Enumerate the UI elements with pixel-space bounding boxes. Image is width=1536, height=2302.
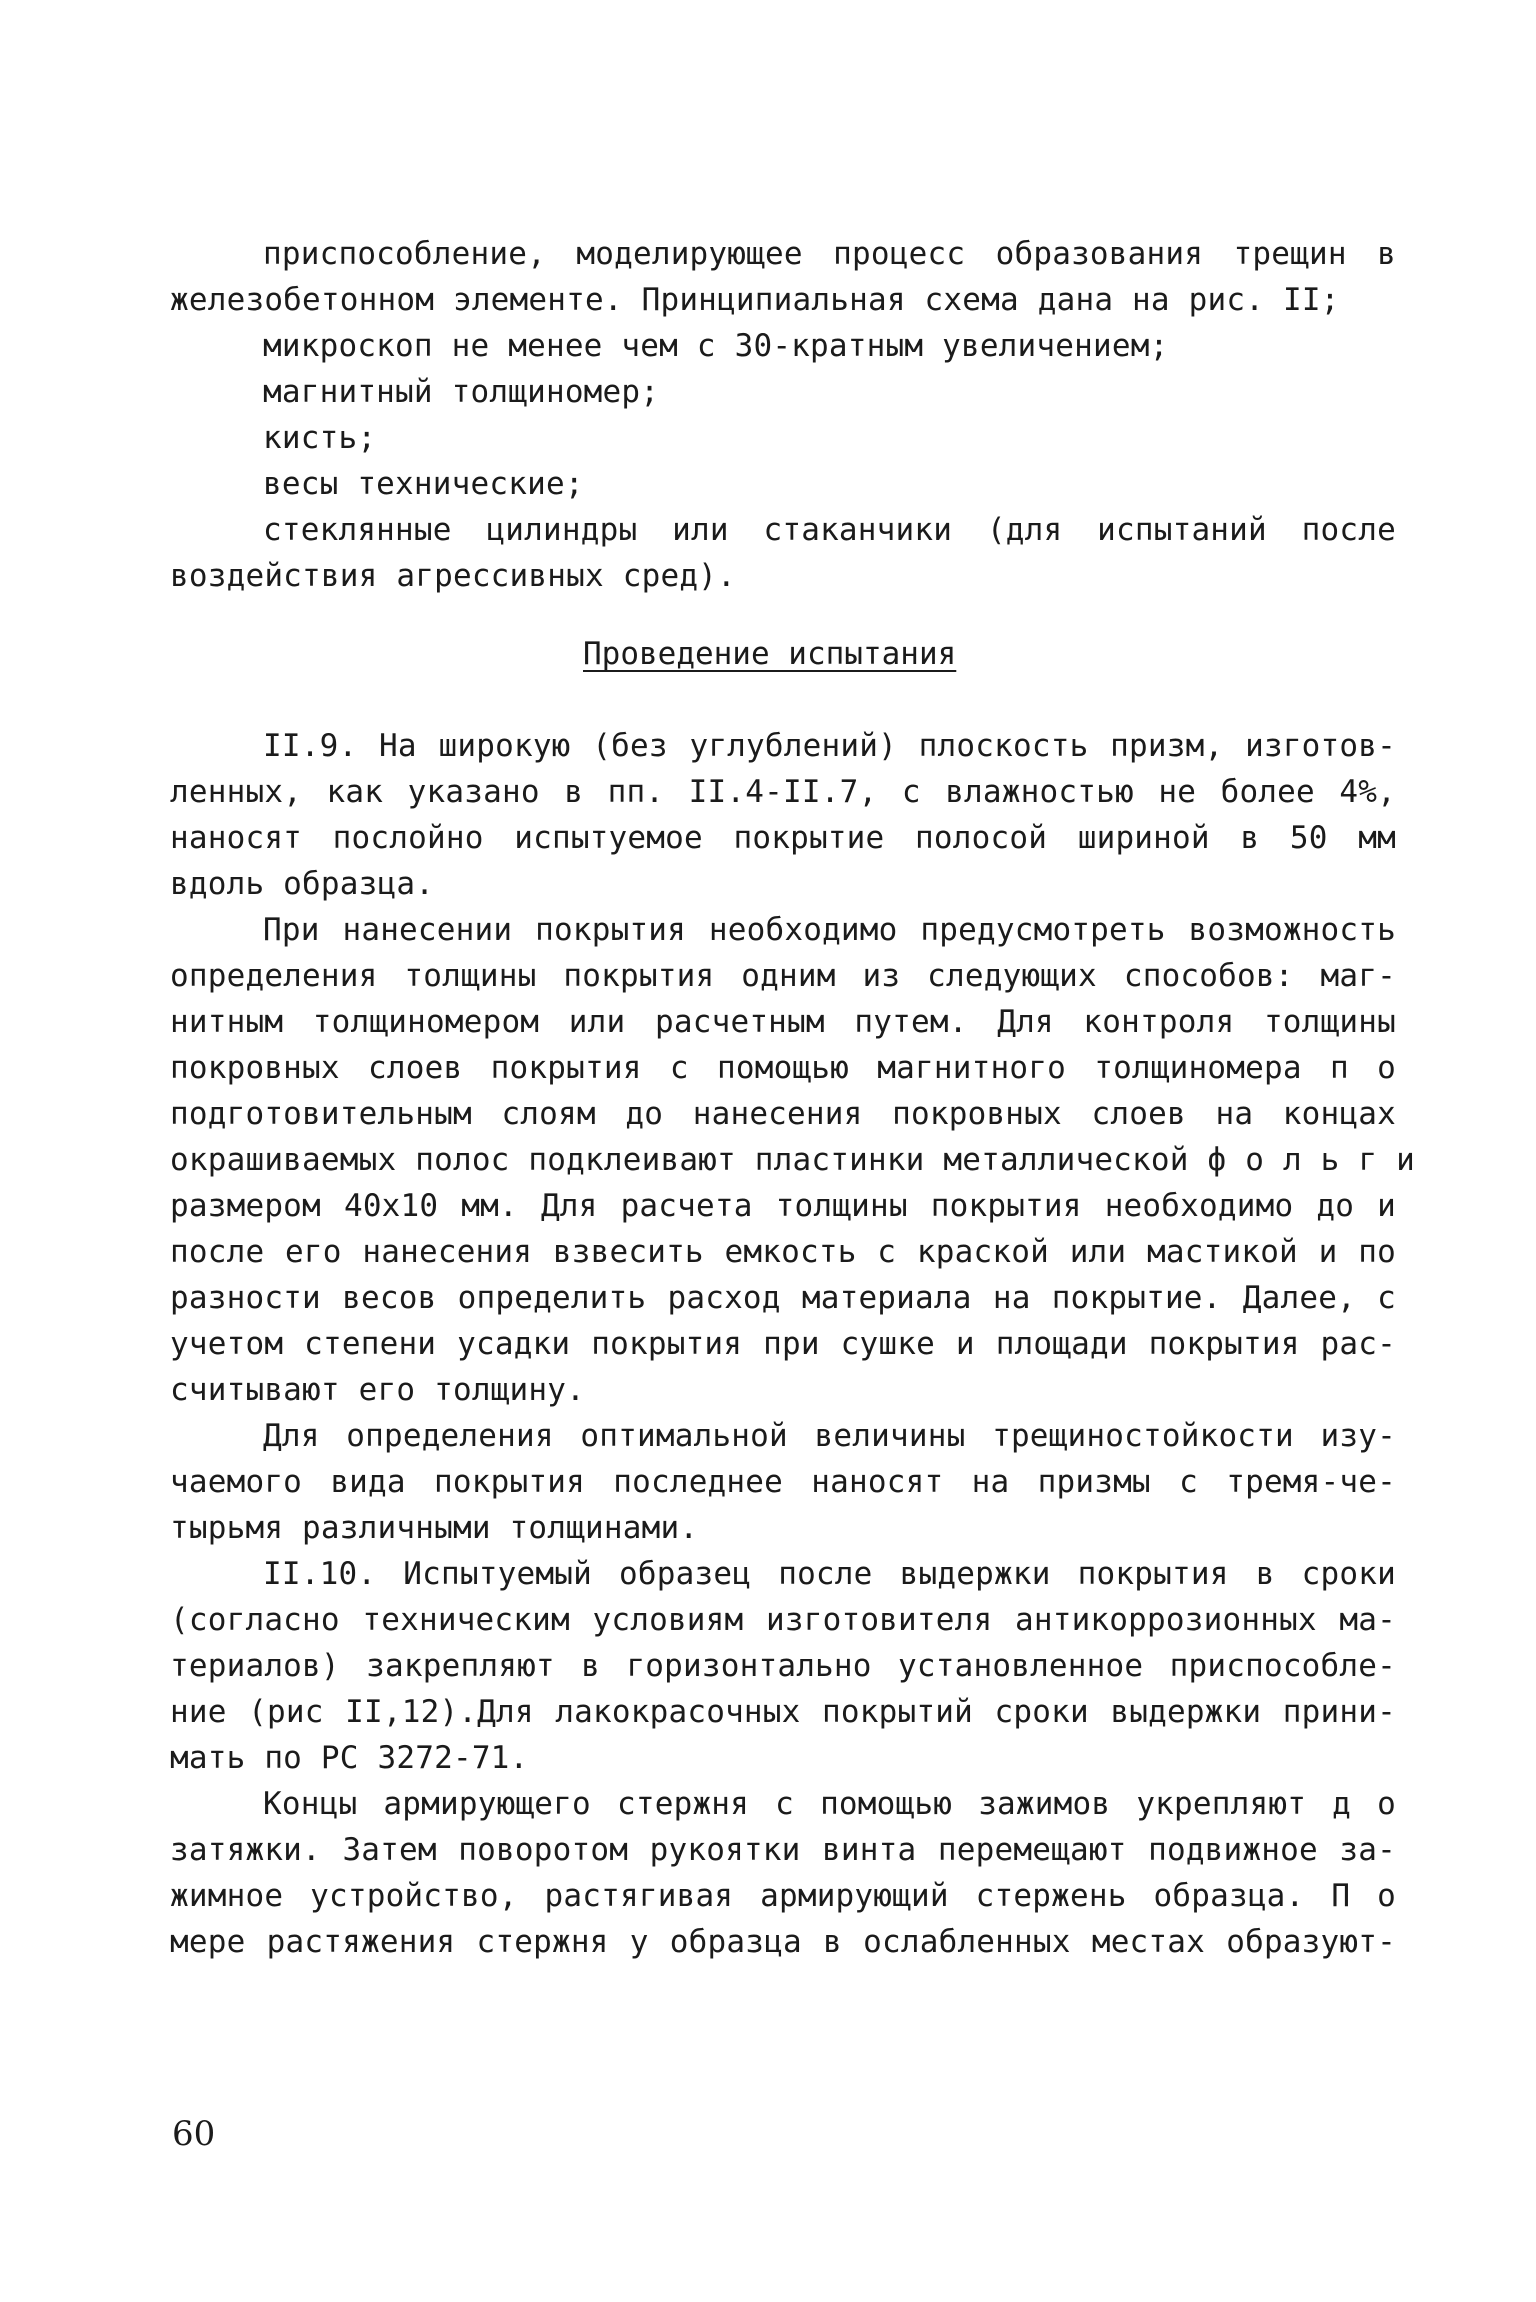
text-line: чаемого вида покрытия последнее наносят на призмы с тремя-че- <box>170 1464 1396 1500</box>
text-line: наносят послойно испытуемое покрытие полосой шириной в 50 мм <box>170 820 1396 856</box>
text-line: затяжки. Затем поворотом рукоятки винта перемещают подвижное за- <box>170 1832 1396 1868</box>
text-line: учетом степени усадки покрытия при сушке и площади покрытия рас- <box>170 1326 1396 1362</box>
text-line: тырьмя различными толщинами. <box>170 1510 699 1546</box>
text-line: железобетонном элементе. Принципиальная схема дана на рис. II; <box>170 282 1340 318</box>
text-line: Концы армирующего стержня с помощью зажимов укрепляют д о <box>263 1786 1396 1822</box>
text-line: При нанесении покрытия необходимо предусмотреть возможность <box>263 912 1396 948</box>
text-line: воздействия агрессивных сред). <box>170 558 736 594</box>
text-line: определения толщины покрытия одним из следующих способов: маг- <box>170 958 1396 994</box>
text-line: ленных, как указано в пп. II.4-II.7, с влажностью не более 4%, <box>170 774 1396 810</box>
list-item: магнитный толщиномер; <box>263 374 660 410</box>
text-line: мере растяжения стержня у образца в ослабленных местах образуют- <box>170 1924 1396 1960</box>
text-line: размером 40х10 мм. Для расчета толщины покрытия необходимо до и <box>170 1188 1396 1224</box>
list-item: стеклянные цилиндры или стаканчики (для испытаний после <box>263 512 1396 548</box>
text-line: II.10. Испытуемый образец после выдержки покрытия в сроки <box>263 1556 1396 1592</box>
text-line: разности весов определить расход материала на покрытие. Далее, с <box>170 1280 1396 1316</box>
text-line: териалов) закрепляют в горизонтально установленное приспособле- <box>170 1648 1396 1684</box>
text-line: нитным толщиномером или расчетным путем. Для контроля толщины <box>170 1004 1396 1040</box>
text-line: окрашиваемых полос подклеивают пластинки металлической ф о л ь г и <box>170 1142 1415 1178</box>
list-item: микроскоп не менее чем с 30-кратным увеличением; <box>263 328 1169 364</box>
text-line: считывают его толщину. <box>170 1372 585 1408</box>
section-heading: Проведение испытания <box>583 636 957 672</box>
text-line: приспособление, моделирующее процесс образования трещин в <box>263 236 1396 272</box>
text-line: мать по РС 3272-71. <box>170 1740 529 1776</box>
text-line: после его нанесения взвесить емкость с краской или мастикой и по <box>170 1234 1396 1270</box>
text-line: покровных слоев покрытия с помощью магнитного толщиномера п о <box>170 1050 1396 1086</box>
text-line: (согласно техническим условиям изготовителя антикоррозионных ма- <box>170 1602 1396 1638</box>
text-line: II.9. На широкую (без углублений) плоскость призм, изготов- <box>263 728 1396 764</box>
list-item: кисть; <box>263 420 377 456</box>
list-item: весы технические; <box>263 466 584 502</box>
text-line: подготовительным слоям до нанесения покровных слоев на концах <box>170 1096 1396 1132</box>
text-line: вдоль образца. <box>170 866 435 902</box>
text-line: Для определения оптимальной величины трещиностойкости изу- <box>263 1418 1396 1454</box>
page-number: 60 <box>172 2114 216 2154</box>
text-line: ние (рис II,12).Для лакокрасочных покрытий сроки выдержки прини- <box>170 1694 1396 1730</box>
text-line: жимное устройство, растягивая армирующий стержень образца. П о <box>170 1878 1396 1914</box>
